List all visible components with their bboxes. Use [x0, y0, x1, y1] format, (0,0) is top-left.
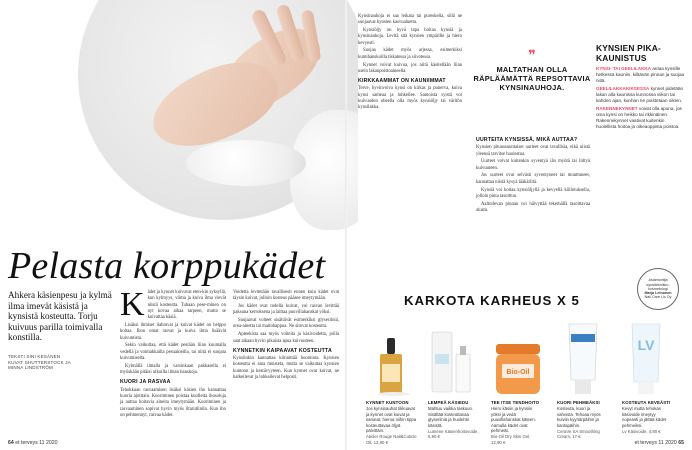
sidebar-item: [596, 86, 686, 104]
page-gutter: [345, 0, 347, 450]
credit-line: MINNA LINDSTRÖM: [8, 365, 54, 371]
product-images: [364, 314, 686, 396]
paragraph: Kynsiöljy on hyvä tapa hoitaa kynsiä ja kynsinauhoja. Levitä sitä kynsien ympärille ja hiero kevyesti.: [358, 28, 462, 46]
body-column-1: [120, 286, 226, 421]
lv-tube-image: [622, 320, 670, 396]
product-desc: Jos kynsinauhat tikkuavat ja kynnet ovat kuivat ja sameat, hieroa niihin tippa kosteuttavaa öljyä päivittäin.: [366, 406, 417, 434]
body-column-2: [233, 290, 339, 383]
paragraph: Voidetta levitetään tavallisesti ennen kuin kädet ovat täysin kuivat, jolloin kosteus pääsee imeytymään.: [233, 290, 339, 302]
sidebar-text: voivat olla apuna, jos oma kynsi on heikko tai rikkinäinen. Rakennekynnet vaativat kuitenkin huolellista hoitoa ja oikeaoppista poistoa.: [596, 106, 682, 129]
paragraph: Kynsiinkin kannattaa kiinnittää huomiota. Kynsien kosteutta ei aina muisteta, mutta se vaikuttaa kynsien kuntoon ja kestävyyteen. Kun kynnet ovat kuivat, ne halkeilevat ja lohkeilevat helposti.: [233, 356, 339, 381]
subheading: KYNNETKIN KAIPAAVAT KOSTEUTTA: [233, 347, 332, 354]
product-desc: Kosteuta, kuori ja vahvista. Tehoaa myös kuiviin kyynärpäihin ja kantapäihin.: [557, 406, 601, 428]
paragraph: Suojaavat voiteet sisältävät esimerkiksi glyseriiniä, urea-ainetta tai maitohappoa. Ne sitovat kosteutta.: [233, 318, 339, 330]
paragraph: ädet ja kynnet kuivuvat eten-kin syksyllä, kun kylmyys, viima ja kuiva ilma vievät niistä kosteutta. Tuhaan pese-minen on nyt kovaa aikaa tarpeen, mutta se kuivattaa käsiä.: [147, 290, 226, 321]
sidebar-text: antaa kynsille hetkessä kauniin, kiiltävän pinnan ja suojaa niitä.: [596, 66, 685, 83]
paragraph: Uurteet voivat kuitenkin syventyä iän myötä tai liittyä kuivuuteen.: [476, 159, 590, 171]
sidebar-title: KYNSIEN PIKA-KAUNISTUS: [596, 43, 661, 63]
paragraph: Kynsien pituussuuntaiset uurteet ovat tavallisia, eikä niistä yleensä tarvitse huolestua.: [476, 145, 590, 157]
cream-dollop: [186, 140, 306, 186]
folio: et terveys 11 2020: [634, 440, 677, 446]
subheading: KUORI JA RASVAA: [120, 379, 171, 386]
products-heading: KARKOTA KARHEUS X 5: [404, 293, 580, 308]
drop-cap: K: [120, 286, 145, 323]
product-price: Atelier Rouge Nail&Cuticle Oil, 12,90 €: [366, 434, 417, 445]
product-card: [366, 400, 417, 445]
nail-oil-bottle-image: [366, 336, 416, 396]
product-desc: Hiero käsiin ja kynsiin yöksi ja vedä puuvillahanskat käteen. Aamulla kädet ovat pehmeät.: [491, 406, 536, 434]
article-credits: [8, 354, 116, 371]
paragraph: Kylmällä ilmalla ja varsinkaan pakkasella ei myöskään pitäisi ulkoilla ilman hanskoja.: [120, 363, 226, 376]
product-price: Lumene Käsienhoitovoide, 5,90 €: [428, 429, 479, 440]
product-desc: Kevyt mutta tehokas käsivoide imeytyy nopeasti ja jättää kädet pehmeiksi.: [622, 406, 667, 428]
sidebar-item: [596, 66, 686, 84]
sidebar-keyword: RAKENNEKYNNET: [596, 106, 638, 111]
page-footer-right: [634, 440, 684, 446]
expert-org: Nail Care Lic Oy: [644, 295, 672, 300]
sidebar-item: [596, 106, 686, 130]
body-column-4: [476, 134, 590, 216]
paragraph: Kynnet voivat kuivua, jos niitä käsitellään liian usein lakanpoistoaineella.: [358, 62, 462, 74]
paragraph: Apteekista saa myös voiteita ja käsivoidetta, joilla saat aikaan hyvin pikaista apua kuivuuteen.: [233, 332, 339, 344]
bio-oil-jar-image: [488, 338, 548, 396]
hand-cream-tube-image: [426, 324, 482, 396]
expert-name: Marja Leinonen: [644, 291, 672, 296]
folio: et terveys 11 2020: [15, 440, 58, 446]
product-card: [428, 400, 479, 440]
cerave-tube-image: [559, 320, 607, 396]
credit-line: TEKSTI SINI KESÄNEN: [8, 354, 61, 359]
quick-tips-sidebar: [596, 44, 686, 132]
sidebar-text: kynnet pidetään lakan alla kaunissa kunnossa viikon tai kahden ajan, kunhan ne poistetaan oikein.: [596, 86, 684, 103]
paragraph: Suojaa kädet myös arjessa, esimerkiksi kumihanskoilla tiskatessa ja siivotessa.: [358, 48, 462, 60]
page-number: 65: [678, 440, 684, 446]
paragraph: Jos kädet ovat todella kuivat, voi rasvan levittää paksuna kerroksena ja laittaa puuvillahanskat yöksi.: [233, 304, 339, 316]
product-price: Bio-Oil Dry Skin Gel, 12,90 €: [491, 434, 531, 445]
paragraph: Sekin vaikuttaa, että kädet pestään liian kuumalla vedellä ja voimakkailla pesuaineilla, tai niitä ei suojata kuivumiselta.: [120, 343, 226, 361]
page-number: 64: [8, 440, 14, 446]
expert-line: Asiantuntija: [648, 278, 668, 283]
product-title: TEE ITSE TENDHOITO: [491, 400, 540, 405]
page-footer-left: [8, 440, 58, 446]
subheading: UURTEITA KYNSISSÄ, MIKÄ AUTTAA?: [476, 137, 578, 143]
paragraph: Lisäksi ihmiset ilahtuvat ja kuivat kädet on helppo hoitaa. Ihon omat rasvat ja kuiva ilma lisäävät kuivumista.: [120, 322, 226, 341]
sidebar-keyword: KYNSI- TAI GEELILAKKA: [596, 66, 652, 71]
product-title: KUORI PEHMEÄKSI: [557, 400, 600, 405]
product-card: [557, 400, 608, 440]
product-title: KOSTEUTA KEVEÄSTI: [622, 400, 671, 405]
product-price: CeraVe SA Smoothing Cream, 17 €: [557, 429, 600, 440]
hand-cream-photo: [0, 0, 358, 240]
product-card: [622, 400, 673, 434]
sidebar-keyword: GEELILAKKAKIKSESSA: [596, 86, 650, 91]
paragraph: Jos uurteet ovat selvästi syventyneet tai muuttuneet, kannattaa niistä kysyä lääkäriltä.: [476, 173, 590, 185]
svg-text:LV: LV: [637, 337, 655, 353]
paragraph: Kynsiä voi hoitaa kynsiöljyllä ja kevyellä kiillotuksella, jolloin pinta tasoittuu.: [476, 187, 590, 199]
article-lead: Ahkera käsienpesu ja kylmä ilma imevät käsistä ja kynsistä kosteutta. Torju kuivuus parilla toimivalla konstilla.: [8, 290, 112, 342]
paragraph: Aaltoilevan pinnan voi häivyttää tekemällä tasoittavaa alusta.: [476, 201, 590, 213]
pull-quote: [470, 49, 594, 92]
expert-line: kosmetologi: [648, 286, 668, 291]
svg-text:Bio-Oil: Bio-Oil: [506, 369, 530, 376]
paragraph: Tehokkaan rasvaamisen lisäksi käsien iho kannattaa kuoria ajoittain. Kuoriminen poistaa kuolleita ihosoluja ja auttaa hoitavia aineita imeytymään. Kuoriminen ja rasvaaminen sopivat hyvin myös iltarutiiniin. Kun iho on pehmennyt, rasvaa kädet.: [120, 387, 226, 418]
product-card: [491, 400, 542, 445]
product-desc: Mahtuu vaikka taskuun. Sisältää kosteuttavaa glyseriiniä ja huolehtii käsistä.: [428, 406, 474, 428]
subheading: KIRKKAAMMAT ON KAUNIIMMAT: [358, 78, 446, 85]
body-column-3: [358, 14, 462, 113]
pull-quote-text: MALTATHAN OLLA RÄPLÄÄMÄTTÄ REPSOTTAVIA KYNSINAUHOJA.: [473, 65, 591, 92]
article-title: Pelasta korppukädet: [8, 245, 326, 287]
paragraph: Kynsinauhoja ei saa leikata tai pureskella, sillä ne suojaavat kynsien kasvualuetta.: [358, 14, 462, 26]
product-title: KYNNET KUNTOON: [366, 400, 409, 405]
paragraph: Terve, hyvinvoiva kynsi on kirkas ja punerva, kuiva kynsi sameaa ja lohkeilee. Samoista syistä voi kuivuuden oheella olla myös kynsiöljy tai väritön kynsilakka.: [358, 86, 462, 111]
product-price: Lv Käsivoide, 4,80 €: [622, 429, 661, 435]
credit-line: KUVAT SHUTTERSTOCK JA: [8, 359, 71, 365]
expert-line: kynsiteknikko,: [646, 282, 670, 287]
quote-marks-icon: ❞: [528, 49, 536, 64]
product-title: LEMPEÄ KÄSIEDU: [428, 400, 469, 405]
expert-badge: [637, 268, 679, 310]
